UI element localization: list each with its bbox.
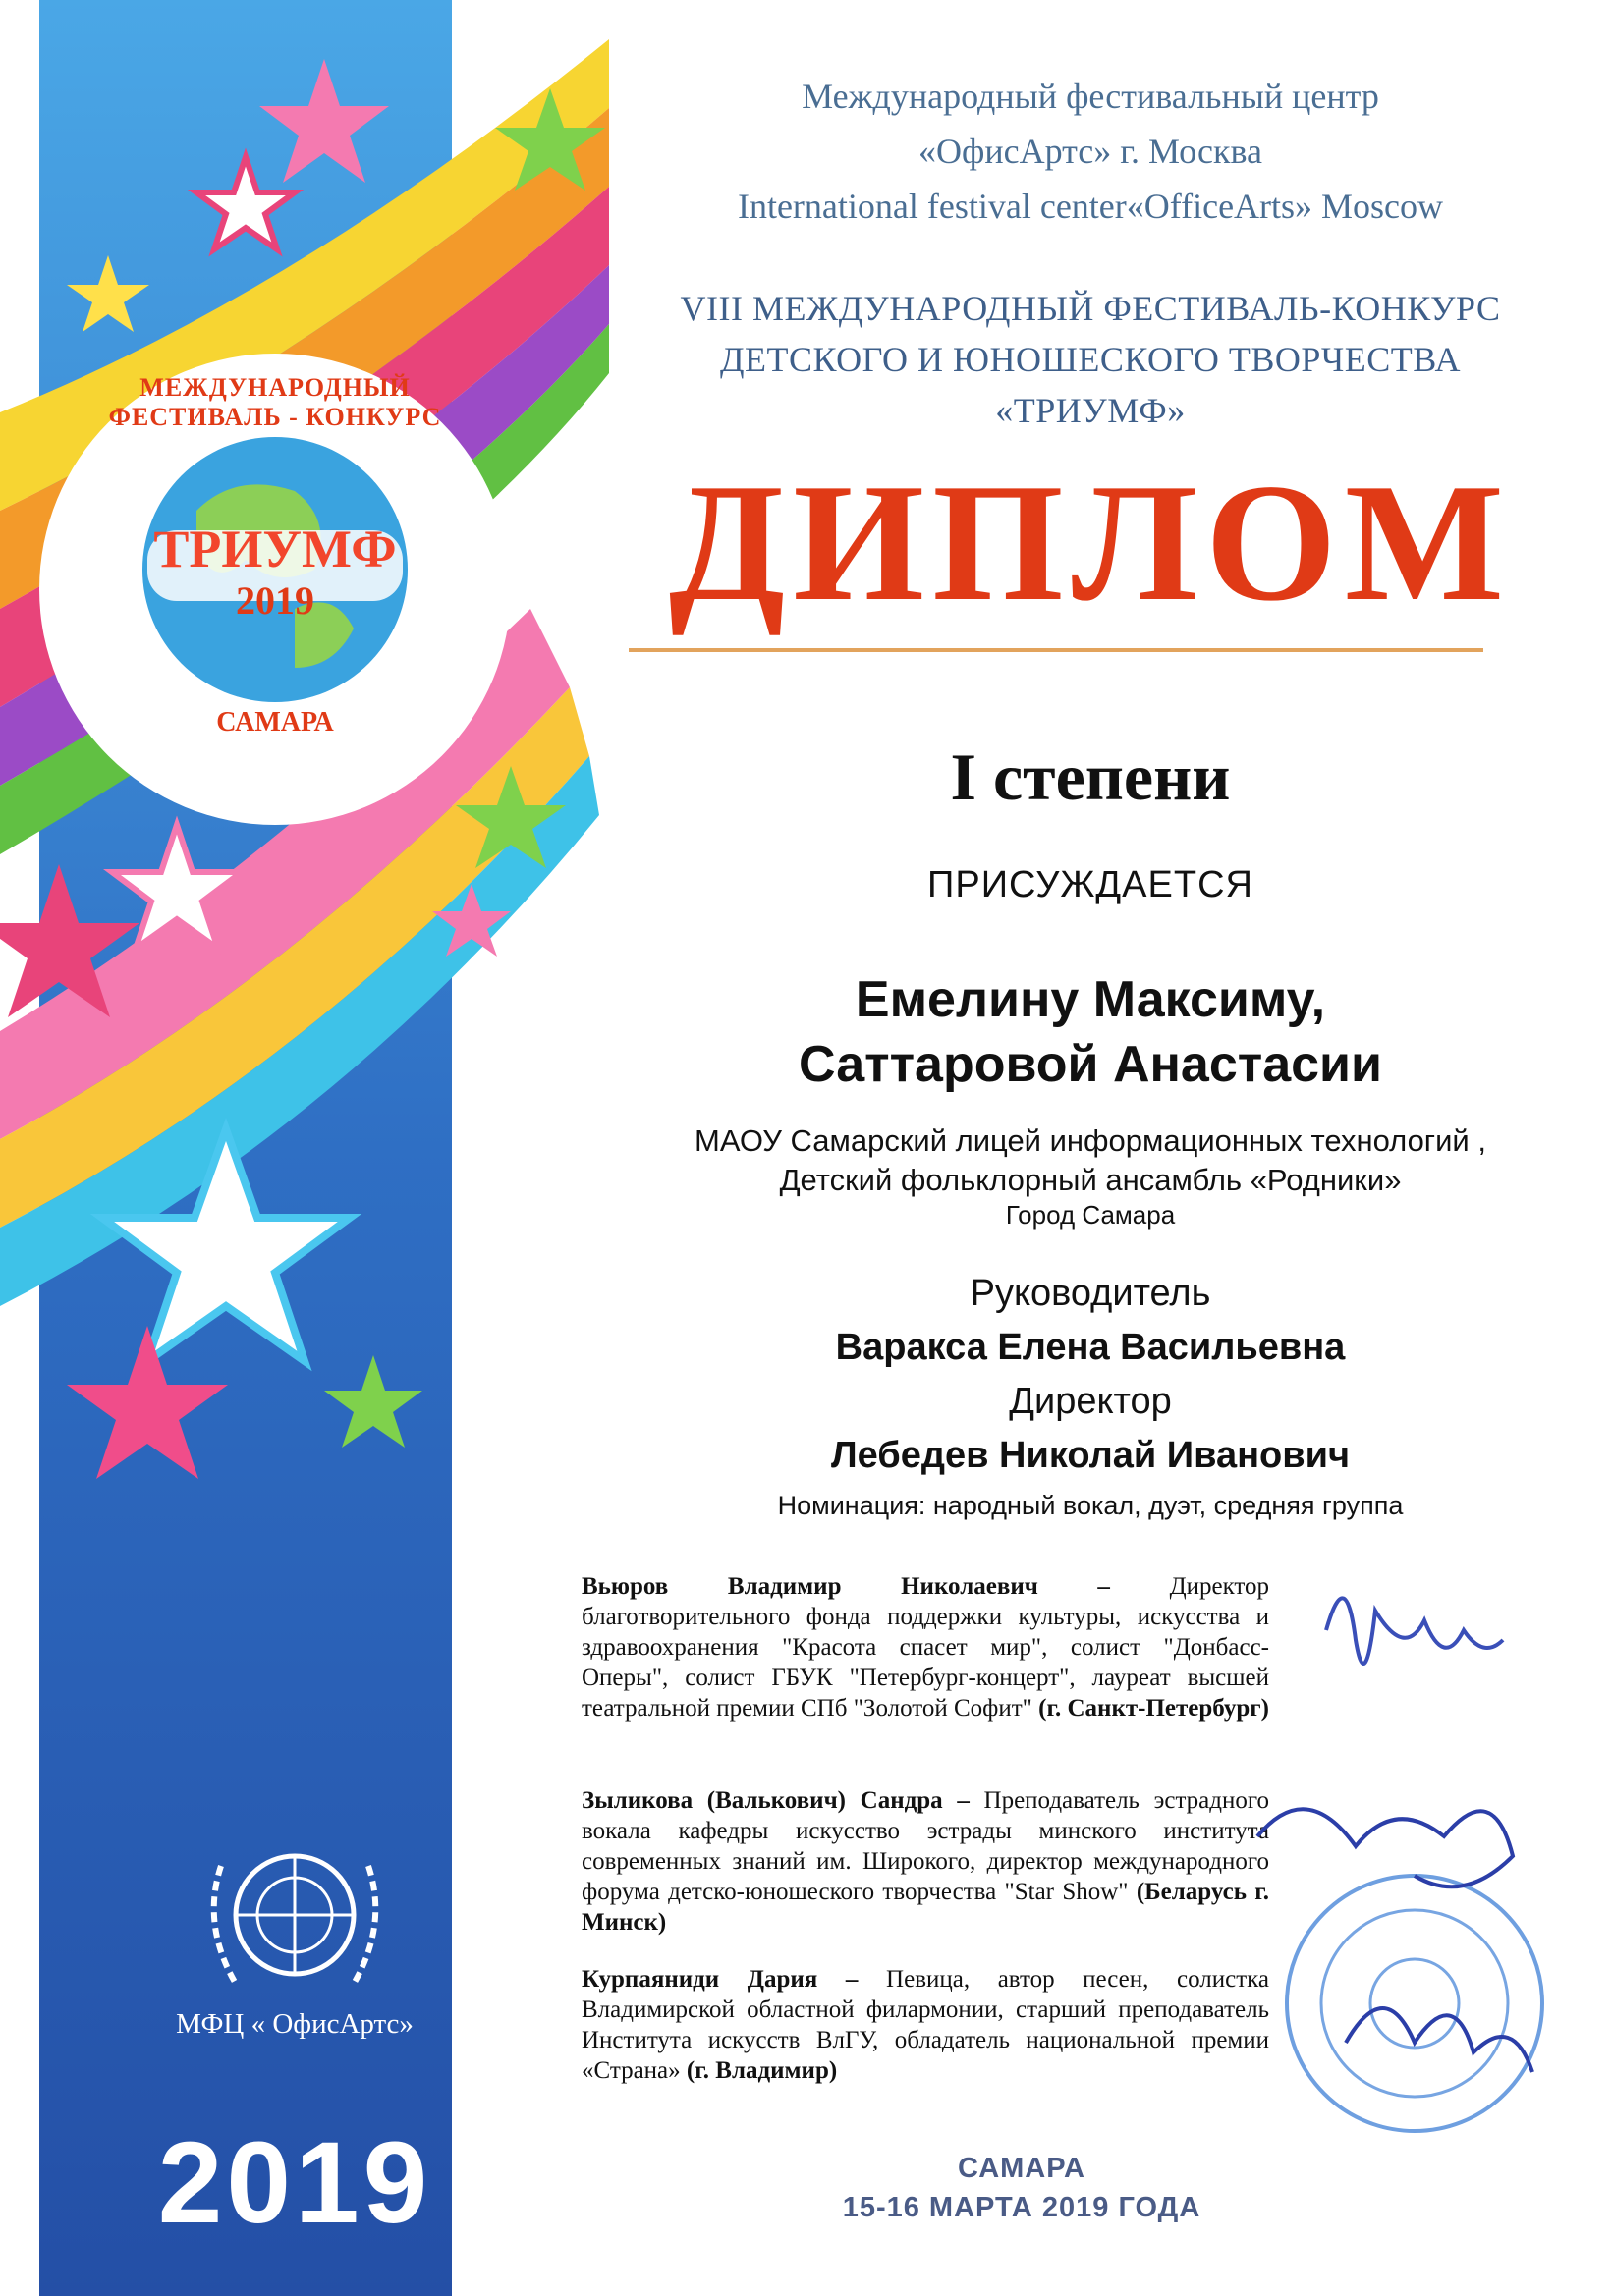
jury-1-name: Вьюров Владимир Николаевич – (582, 1573, 1110, 1600)
organizer-header (609, 69, 1572, 234)
recipient-line-2: Саттаровой Анастасии (799, 1036, 1382, 1093)
jury-member-1 (582, 1571, 1269, 1723)
logo-city: САМАРА (216, 707, 334, 738)
festival-line-1: VIII МЕЖДУНАРОДНЫЙ ФЕСТИВАЛЬ-КОНКУРС (680, 289, 1501, 328)
jury-2-text: Преподаватель эстрадного вокала кафедры искусство эстрады минского института современных знаний им. Широкого, директор международного форума детско-юношеского творчества "Star Show" (582, 1787, 1270, 1905)
organizer-city-ru: «ОфисАртс» г. Москва (918, 132, 1262, 171)
logo-arc-text: МЕЖДУНАРОДНЫЙ ФЕСТИВАЛЬ - КОНКУРС (108, 373, 442, 431)
leader (589, 1267, 1591, 1528)
organization-line-1: МАОУ Самарский лицей информационных технологий , (695, 1123, 1486, 1158)
jury-2-name: Зыликова (Валькович) Сандра – (582, 1787, 970, 1814)
organizer-name-en: International festival center«OfficeArts» Moscow (737, 187, 1444, 226)
signatures-and-stamp (1218, 1552, 1611, 2141)
awarded-label: ПРИСУЖДАЕТСЯ (927, 864, 1253, 905)
jury-3-text: Певица, автор песен, солистка Владимирской областной филармонии, старший преподаватель Института искусств ВлГУ, обладатель национальной премии «Страна» (582, 1966, 1270, 2084)
event-city: САМАРА (957, 2153, 1085, 2184)
panel-year: 2019 (157, 2118, 432, 2248)
logo-name: ТРИУМФ (153, 519, 397, 578)
panel-artwork (0, 0, 609, 2296)
organization-line-2: Детский фольклорный ансамбль «Родники» (779, 1163, 1402, 1197)
organizer-name-ru: Международный фестивальный центр (802, 77, 1379, 116)
organization (589, 1121, 1591, 1230)
jury-3-name: Курпаяниди Дария – (582, 1966, 859, 1993)
logo-year: 2019 (236, 578, 314, 623)
mfc-label: МФЦ « ОфисАртс» (176, 2008, 414, 2040)
jury-member-2 (582, 1785, 1269, 1938)
diploma-title: ДИПЛОМ (668, 450, 1513, 636)
festival-line-3: «ТРИУМФ» (995, 391, 1186, 430)
director-role: Директор (1009, 1381, 1172, 1422)
title-divider (629, 648, 1483, 652)
jury-member-3 (582, 1964, 1269, 2086)
recipients (589, 967, 1591, 1097)
nomination: Номинация: народный вокал, дуэт, средняя группа (777, 1491, 1404, 1520)
leader-role: Руководитель (970, 1273, 1211, 1314)
degree: I степени (950, 739, 1231, 814)
director-name: Лебедев Николай Иванович (830, 1435, 1351, 1476)
recipient-line-1: Емелину Максиму, (855, 971, 1326, 1028)
jury-2-place: (Беларусь г. Минск) (582, 1879, 1270, 1936)
event-footer (766, 2149, 1277, 2227)
event-date: 15-16 МАРТА 2019 ГОДА (842, 2192, 1201, 2223)
festival-line-2: ДЕТСКОГО И ЮНОШЕСКОГО ТВОРЧЕСТВА (719, 340, 1462, 379)
decorative-side-panel (0, 0, 609, 2296)
leader-name: Варакса Елена Васильевна (835, 1327, 1346, 1368)
organization-city: Город Самара (1005, 1200, 1176, 1230)
jury-1-text: Директор благотворительного фонда поддержки культуры, искусства и здравоохранения "Красота спасет мир", солист "Донбасс-Оперы", солист ГБУК "Петербург-концерт", лауреат высшей театральной премии СПб "Золотой Софит" (582, 1573, 1270, 1722)
festival-header (609, 283, 1572, 436)
jury-1-place: (г. Санкт-Петербург) (1038, 1695, 1269, 1722)
jury-3-place: (г. Владимир) (686, 2057, 838, 2084)
